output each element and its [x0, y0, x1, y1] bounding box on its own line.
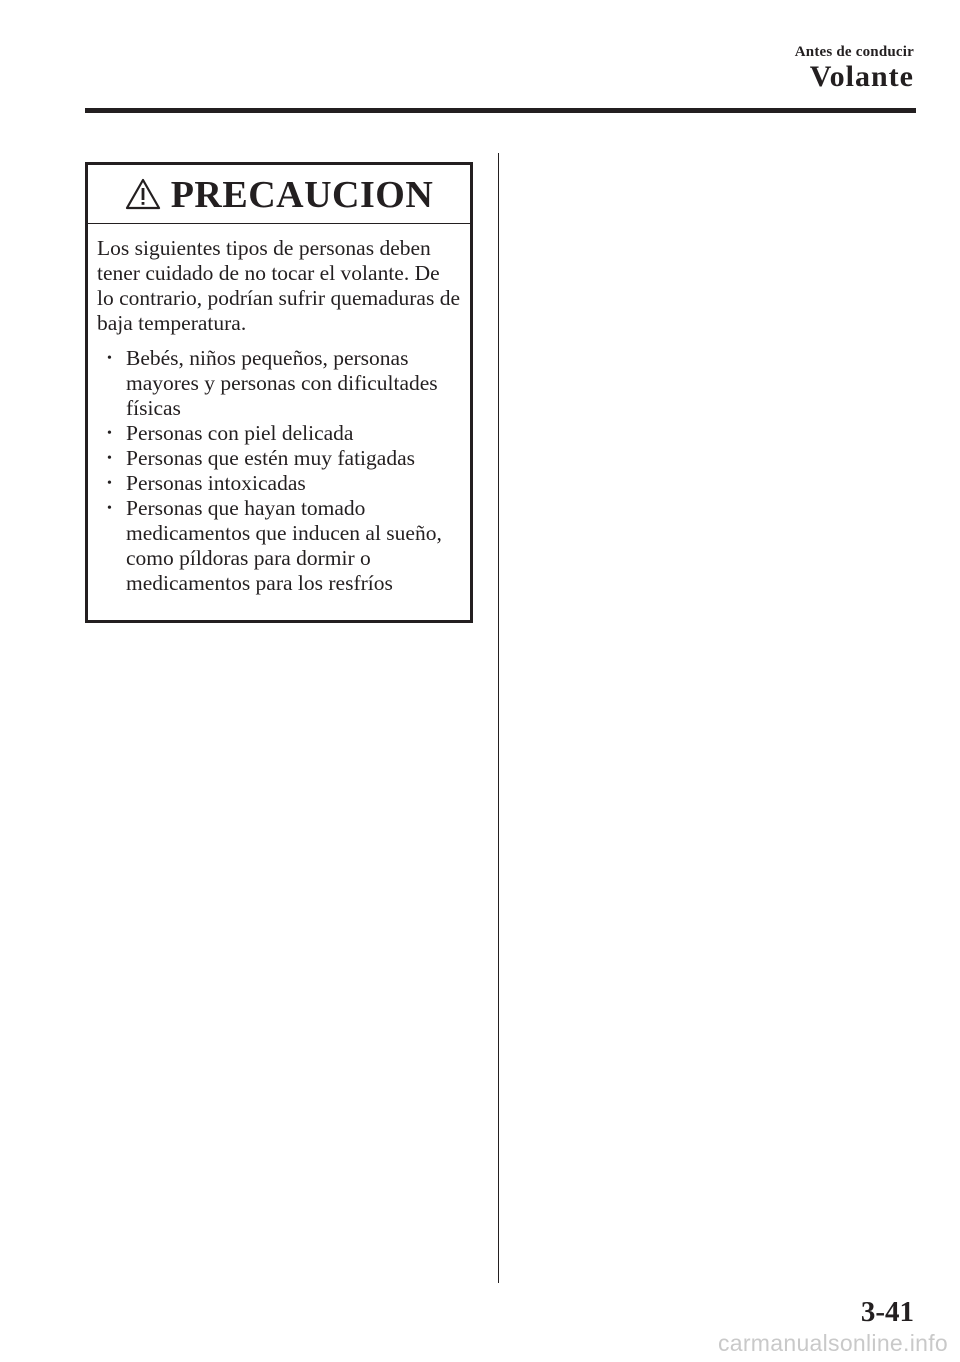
chapter-title: Volante	[809, 60, 914, 93]
header-rule	[85, 108, 916, 113]
bullet-icon: •	[107, 351, 112, 366]
page-number: 3-41	[860, 1296, 914, 1328]
caution-title: PRECAUCION	[170, 174, 434, 216]
bullet-icon: •	[107, 501, 112, 516]
list-item: • Personas que estén muy fatigadas	[107, 446, 415, 470]
caution-header	[88, 165, 470, 224]
caution-box	[85, 162, 473, 623]
warning-triangle-icon	[125, 178, 161, 210]
watermark: carmanualsonline.info	[717, 1330, 948, 1356]
section-label: Antes de conducir	[794, 44, 914, 60]
caution-body	[88, 224, 470, 596]
column-divider	[498, 153, 499, 1283]
list-item: • Bebés, niños pequeños, personas mayores y personas con dificultades físicas	[107, 346, 438, 420]
list-item: • Personas con piel delicada	[107, 421, 354, 445]
list-item: • Personas que hayan tomado medicamentos que inducen al sueño, como píldoras para dormir o medicamentos para los resfríos	[107, 496, 442, 595]
list-item: • Personas intoxicadas	[107, 471, 306, 495]
caution-intro: Los siguientes tipos de personas deben tener cuidado de no tocar el volante. De lo contrario, podrían sufrir quemaduras de baja temperatura.	[97, 236, 460, 335]
bullet-icon: •	[107, 476, 112, 491]
bullet-icon: •	[107, 426, 112, 441]
caution-list	[97, 346, 460, 596]
bullet-icon: •	[107, 451, 112, 466]
